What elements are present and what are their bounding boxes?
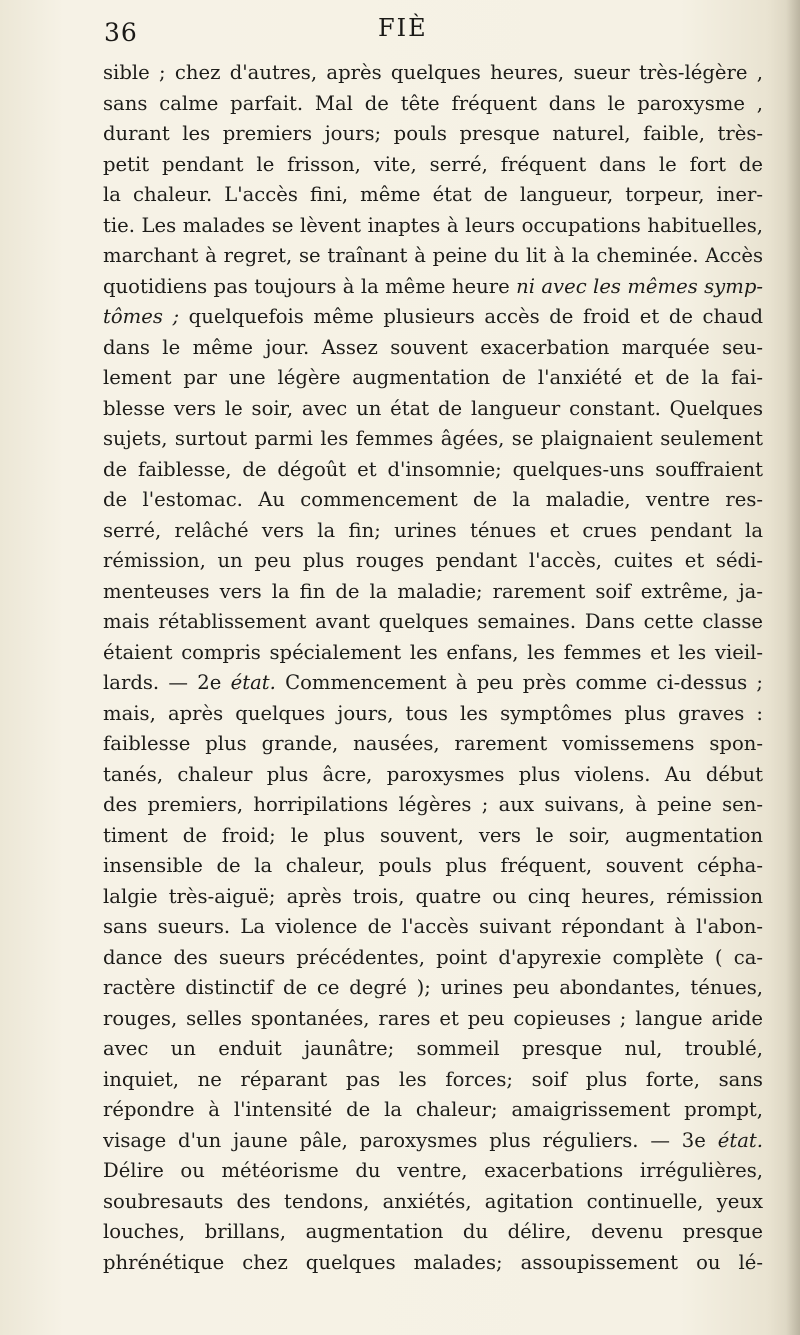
text-line: rémission, un peu plus rouges pendant l'accès, cuites et sédi- — [103, 549, 763, 572]
body-text — [103, 58, 763, 1278]
page-edge-shadow — [786, 0, 800, 1335]
text-run: Commencement à peu près comme ci-dessus ; — [275, 671, 763, 694]
page-number: 36 — [104, 18, 138, 47]
text-line — [103, 1126, 763, 1157]
text-line: des premiers, horripilations légères ; aux suivans, à peine sen- — [103, 793, 763, 816]
text-line: dance des sueurs précédentes, point d'apyrexie complète ( ca- — [103, 945, 763, 969]
text-line: timent de froid; le plus souvent, vers le soir, augmentation — [103, 823, 763, 847]
text-line: dans le même jour. Assez souvent exacerbation marquée seu- — [103, 335, 763, 359]
text-run: quotidiens pas toujours à la même heure — [103, 274, 510, 298]
italic-run: tômes ; — [103, 305, 180, 328]
text-line: sans calme parfait. Mal de tête fréquent dans le paroxysme , — [103, 91, 763, 115]
text-line: lement par une légère augmentation de l'anxiété et de la fai- — [103, 366, 763, 389]
text-line — [103, 668, 763, 699]
text-line: serré, relâché vers la fin; urines ténues et crues pendant la — [103, 518, 763, 542]
text-line: ractère distinctif de ce degré ); urines peu abondantes, ténues, — [103, 976, 763, 999]
text-line: lalgie très-aiguë; après trois, quatre ou cinq heures, rémission — [103, 884, 763, 908]
text-line: inquiet, ne réparant pas les forces; soif plus forte, sans — [103, 1067, 763, 1091]
text-line: Délire ou météorisme du ventre, exacerbations irrégulières, — [103, 1159, 763, 1182]
text-line: sible ; chez d'autres, après quelques heures, sueur très-légère , — [103, 61, 763, 84]
text-line: étaient compris spécialement les enfans, les femmes et les vieil- — [103, 640, 763, 664]
text-line: la chaleur. L'accès fini, même état de langueur, torpeur, iner- — [103, 183, 763, 206]
text-line: tanés, chaleur plus âcre, paroxysmes plus violens. Au début — [103, 762, 763, 786]
text-line: mais rétablissement avant quelques semaines. Dans cette classe — [103, 610, 763, 633]
text-line — [103, 302, 763, 333]
text-line: phrénétique chez quelques malades; assoupissement ou lé- — [103, 1250, 763, 1274]
text-line: marchant à regret, se traînant à peine du lit à la cheminée. Accès — [103, 244, 763, 267]
text-line: insensible de la chaleur, pouls plus fréquent, souvent cépha- — [103, 854, 763, 877]
text-line: petit pendant le frisson, vite, serré, fréquent dans le fort de — [103, 152, 763, 176]
text-line: sujets, surtout parmi les femmes âgées, se plaignaient seulement — [103, 427, 763, 450]
text-line: soubresauts des tendons, anxiétés, agitation continuelle, yeux — [103, 1189, 763, 1213]
text-line: faiblesse plus grande, nausées, rarement vomissemens spon- — [103, 732, 763, 755]
text-line: menteuses vers la fin de la maladie; rarement soif extrême, ja- — [103, 579, 763, 603]
text-line — [103, 272, 763, 303]
text-line: durant les premiers jours; pouls presque naturel, faible, très- — [103, 122, 763, 145]
text-line: de l'estomac. Au commencement de la maladie, ventre res- — [103, 488, 763, 511]
italic-run: état. — [230, 671, 276, 694]
text-run: quelquefois même plusieurs accès de froid et de chaud — [179, 305, 763, 328]
text-line: avec un enduit jaunâtre; sommeil presque nul, troublé, — [103, 1037, 763, 1060]
text-run: visage d'un jaune pâle, paroxysmes plus réguliers. — 3e — [103, 1128, 706, 1152]
text-line: louches, brillans, augmentation du délire, devenu presque — [103, 1220, 763, 1243]
running-head — [0, 14, 800, 54]
text-line: rouges, selles spontanées, rares et peu copieuses ; langue aride — [103, 1006, 763, 1030]
italic-run: ni avec les mêmes symp- — [516, 274, 763, 298]
text-line: répondre à l'intensité de la chaleur; amaigrissement prompt, — [103, 1098, 763, 1121]
running-title: FIÈ — [378, 14, 428, 42]
text-line: mais, après quelques jours, tous les symptômes plus graves : — [103, 701, 763, 725]
text-line: blesse vers le soir, avec un état de langueur constant. Quelques — [103, 396, 763, 420]
text-line: sans sueurs. La violence de l'accès suivant répondant à l'abon- — [103, 915, 763, 938]
text-run: lards. — 2e — [103, 671, 222, 694]
italic-run: état. — [717, 1128, 763, 1152]
text-line: tie. Les malades se lèvent inaptes à leurs occupations habituelles, — [103, 213, 763, 237]
text-line: de faiblesse, de dégoût et d'insomnie; quelques-uns souffraient — [103, 457, 763, 481]
